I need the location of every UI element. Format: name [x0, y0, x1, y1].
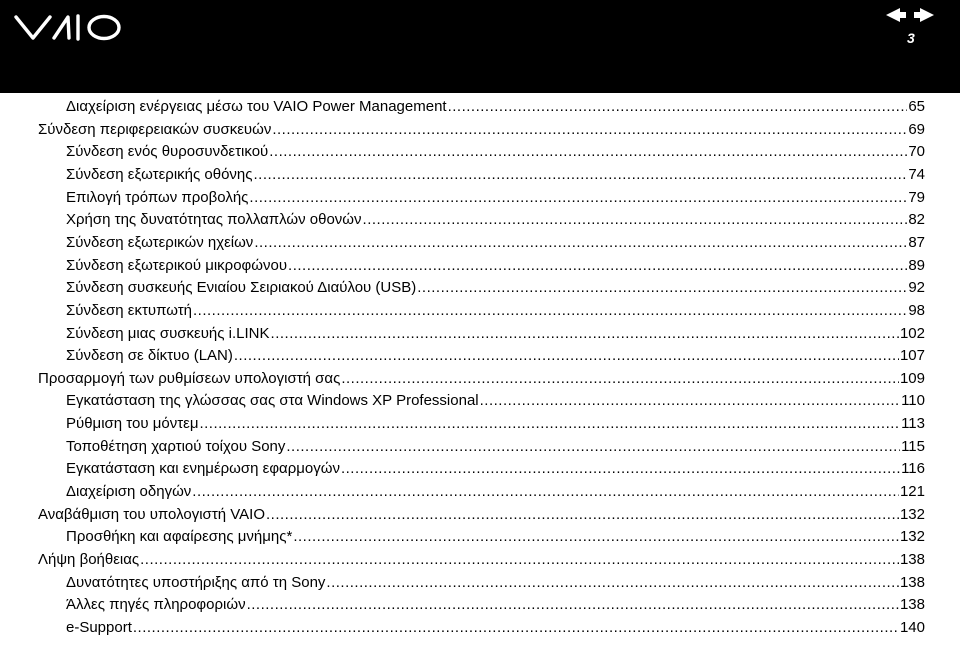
toc-entry-title: Σύνδεση εξωτερικής οθόνης	[66, 165, 253, 183]
toc-entry-title: e-Support	[66, 618, 132, 636]
toc-entry-title: Επιλογή τρόπων προβολής	[66, 188, 249, 206]
dot-leader	[269, 141, 907, 163]
toc-entry[interactable]	[66, 617, 925, 639]
toc-entry-page: 102	[899, 324, 925, 342]
toc-entry-title: Σύνδεση σε δίκτυο (LAN)	[66, 347, 233, 365]
toc-entry[interactable]	[66, 96, 925, 118]
dot-leader	[249, 187, 907, 209]
toc-entry[interactable]	[66, 526, 925, 548]
toc-entry-page: 69	[908, 120, 925, 138]
toc-entry-title: Σύνδεση συσκευής Ενιαίου Σειριακού Διαύλου (USB)	[66, 279, 417, 297]
toc-entry-page: 98	[908, 301, 925, 319]
toc-entry[interactable]	[66, 390, 925, 412]
dot-leader	[271, 323, 899, 345]
dot-leader	[480, 390, 900, 412]
toc-entry-title: Λήψη βοήθειας	[38, 551, 140, 568]
toc-entry-title: Χρήση της δυνατότητας πολλαπλών οθονών	[66, 211, 362, 229]
toc-entry-title: Διαχείριση ενέργειας μέσω του VAIO Power Management	[66, 98, 447, 115]
toc-entry[interactable]	[66, 255, 925, 277]
toc-entry-page: 116	[901, 460, 925, 478]
toc-entry-page: 132	[899, 505, 925, 523]
dot-leader	[363, 209, 908, 231]
toc-entry-title: Σύνδεση εκτυπωτή	[66, 301, 192, 319]
toc-entry-page: 113	[901, 415, 925, 433]
toc-entry-page: 138	[899, 551, 925, 568]
toc-entry[interactable]	[38, 549, 925, 571]
toc-entry[interactable]	[66, 323, 925, 345]
dot-leader	[247, 594, 899, 616]
dot-leader	[140, 549, 899, 571]
toc-entry[interactable]	[66, 232, 925, 254]
toc-entry[interactable]	[38, 119, 925, 141]
toc-entry-page: 115	[901, 437, 925, 455]
page-navigation	[886, 8, 940, 24]
toc-entry-title: Αναβάθμιση του υπολογιστή VAIO	[38, 505, 265, 523]
toc-entry-title: Εγκατάσταση της γλώσσας σας στα Windows XP Professional	[66, 392, 479, 410]
toc-entry[interactable]	[66, 481, 925, 503]
toc-entry-title: Σύνδεση εξωτερικών ηχείων	[66, 233, 254, 251]
dot-leader	[288, 255, 907, 277]
dot-leader	[341, 368, 899, 390]
page-number: 3	[907, 30, 915, 46]
dot-leader	[192, 481, 899, 503]
dot-leader	[266, 504, 899, 526]
toc-entry-title: Σύνδεση μιας συσκευής i.LINK	[66, 324, 270, 342]
dot-leader	[326, 572, 899, 594]
toc-entry[interactable]	[38, 368, 925, 390]
toc-entry-title: Δυνατότητες υποστήριξης από τη Sony	[66, 573, 326, 591]
toc-entry-page: 92	[908, 279, 925, 297]
toc-entry[interactable]	[66, 458, 925, 480]
dot-leader	[254, 232, 907, 254]
toc-entry[interactable]	[66, 187, 925, 209]
toc-entry[interactable]	[66, 209, 925, 231]
toc-entry[interactable]	[66, 141, 925, 163]
arrow-right-icon[interactable]	[914, 8, 934, 27]
dot-leader	[448, 96, 908, 118]
toc-entry[interactable]	[66, 300, 925, 322]
dot-leader	[133, 617, 899, 639]
arrow-left-icon[interactable]	[886, 8, 906, 27]
toc-entry-page: 132	[899, 528, 925, 546]
toc-entry-page: 140	[899, 618, 925, 636]
toc-entry-title: Σύνδεση ενός θυροσυνδετικού	[66, 143, 269, 161]
dot-leader	[254, 164, 908, 186]
toc-entry-page: 89	[908, 256, 925, 274]
dot-leader	[341, 458, 900, 480]
toc-entry-page: 65	[908, 98, 925, 115]
toc-entry-title: Άλλες πηγές πληροφοριών	[66, 596, 246, 614]
toc-entry-title: Εγκατάσταση και ενημέρωση εφαρμογών	[66, 460, 340, 478]
page-header	[0, 0, 960, 93]
toc-entry-page: 79	[908, 188, 925, 206]
toc-entry[interactable]	[66, 164, 925, 186]
dot-leader	[293, 526, 899, 548]
toc-entry-title: Σύνδεση περιφερειακών συσκευών	[38, 120, 272, 138]
toc-entry-page: 121	[899, 483, 925, 501]
vaio-logo	[14, 12, 126, 47]
toc-entry[interactable]	[38, 504, 925, 526]
toc-entry-page: 87	[908, 233, 925, 251]
dot-leader	[286, 436, 900, 458]
dot-leader	[234, 345, 899, 367]
toc-entry-page: 138	[899, 573, 925, 591]
toc-entry[interactable]	[66, 345, 925, 367]
toc-entry-title: Διαχείριση οδηγών	[66, 483, 192, 501]
dot-leader	[272, 119, 907, 141]
toc-entry-page: 70	[908, 143, 925, 161]
toc-entry[interactable]	[66, 572, 925, 594]
toc-entry-title: Ρύθμιση του μόντεμ	[66, 415, 199, 433]
toc-entry[interactable]	[66, 594, 925, 616]
toc-entry-page: 74	[908, 165, 925, 183]
toc-entry-page: 110	[901, 392, 925, 410]
toc-entry-page: 138	[899, 596, 925, 614]
dot-leader	[199, 413, 900, 435]
toc-entry[interactable]	[66, 413, 925, 435]
toc-entry-page: 82	[908, 211, 925, 229]
dot-leader	[417, 277, 907, 299]
dot-leader	[193, 300, 907, 322]
toc-entry-title: Προσαρμογή των ρυθμίσεων υπολογιστή σας	[38, 369, 341, 387]
toc-entry[interactable]	[66, 277, 925, 299]
toc-entry-title: Τοποθέτηση χαρτιού τοίχου Sony	[66, 437, 286, 455]
toc-entry-title: Σύνδεση εξωτερικού μικροφώνου	[66, 256, 288, 274]
toc-entry-page: 109	[899, 369, 925, 387]
toc-entry-page: 107	[899, 347, 925, 365]
toc-entry-title: Προσθήκη και αφαίρεσης μνήμης*	[66, 528, 293, 546]
toc-entry[interactable]	[66, 436, 925, 458]
